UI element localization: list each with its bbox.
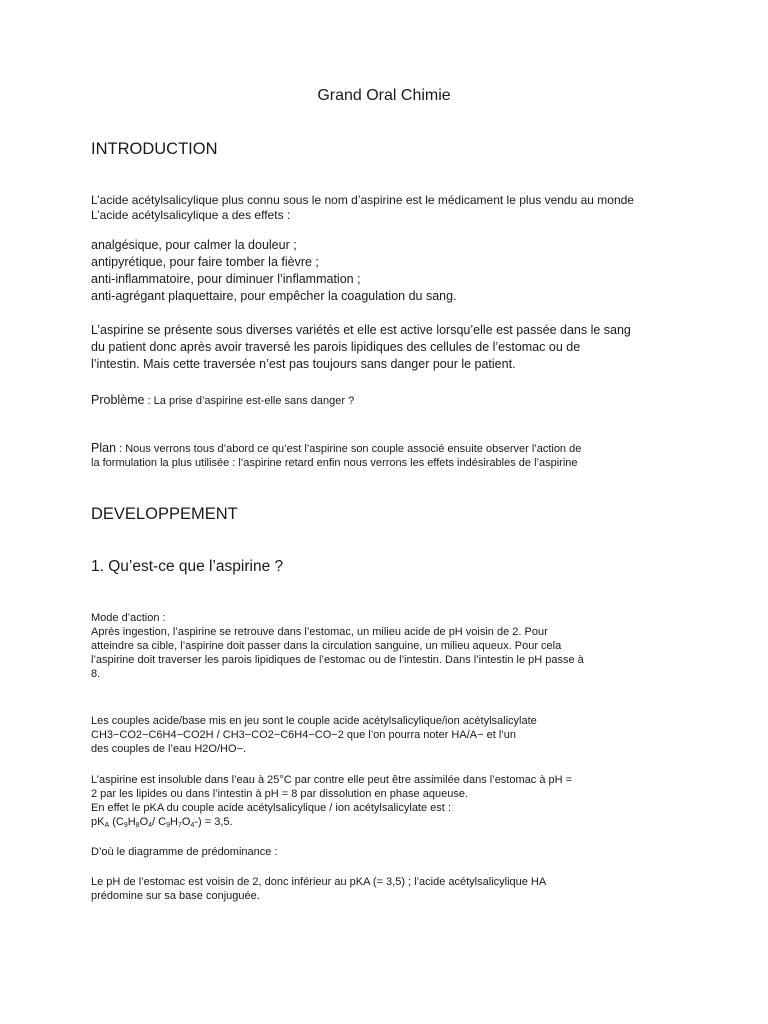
section-1-heading: 1. Qu’est-ce que l’aspirine ? <box>91 558 284 575</box>
intro-line: L’acide acétylsalicylique a des effets : <box>91 208 291 222</box>
conclusion-paragraph <box>91 875 546 903</box>
effects-list <box>91 237 457 305</box>
solubilite-paragraph <box>91 773 572 833</box>
mode-action-line: l’aspirine doit traverser les parois lipidiques de l’estomac ou de l’intestin. Dans l’intestin le pH passe à <box>91 654 584 666</box>
intro-paragraph-2 <box>91 322 631 373</box>
effect-item: anti-agrégant plaquettaire, pour empêcher la coagulation du sang. <box>91 289 457 303</box>
probleme-label: Problème <box>91 393 145 407</box>
solubilite-line: En effet le pKA du couple acide acétylsalicylique / ion acétylsalicylate est : <box>91 802 451 814</box>
developpement-heading: DEVELOPPEMENT <box>91 505 238 523</box>
pka-formula: $pK_A$ ($C_9H_8O_4/$ $C_9H_7O_4-) = 3,5$. <box>91 816 233 829</box>
probleme-statement <box>91 391 354 409</box>
couples-line: des couples de l’eau H2O/HO−. <box>91 743 247 755</box>
plan-text: la formulation la plus utilisée : l’aspirine retard enfin nous verrons les effets indésirables de l’aspirine <box>91 457 578 469</box>
plan-text: : Nous verrons tous d’abord ce qu’est l’aspirine son couple associé ensuite observer l’action de <box>116 443 582 455</box>
mode-action-line: 8. <box>91 668 101 680</box>
effect-item: antipyrétique, pour faire tomber la fièvre ; <box>91 255 319 269</box>
diagramme-intro: D’où le diagramme de prédominance : <box>91 846 278 858</box>
effect-item: anti-inflammatoire, pour diminuer l’inflammation ; <box>91 272 361 286</box>
conclusion-line: Le pH de l’estomac est voisin de 2, donc inférieur au pKA (= 3,5) ; l’acide acétylsalicylique HA <box>91 876 547 888</box>
introduction-heading: INTRODUCTION <box>91 140 218 158</box>
plan-statement <box>91 441 581 470</box>
couples-line: CH3−CO2−C6H4−CO2H / CH3−CO2−C6H4−CO−2 que l’on pourra noter HA/A− et l’un <box>91 729 516 741</box>
intro-paragraph-1 <box>91 193 634 223</box>
couples-line: Les couples acide/base mis en jeu sont le couple acide acétylsalicylique/ion acétylsalicylate <box>91 715 537 727</box>
mode-action-line: Mode d’action : <box>91 612 166 624</box>
solubilite-line: L’aspirine est insoluble dans l’eau à 25°C par contre elle peut être assimilée dans l’estomac à pH = <box>91 774 573 786</box>
intro-line: L’acide acétylsalicylique plus connu sous le nom d’aspirine est le médicament le plus vendu au monde <box>91 193 634 207</box>
solubilite-line: 2 par les lipides ou dans l’intestin à pH = 8 par dissolution en phase aqueuse. <box>91 788 468 800</box>
probleme-text: : La prise d’aspirine est-elle sans danger ? <box>144 395 355 407</box>
intro-line: L’aspirine se présente sous diverses variétés et elle est active lorsqu’elle est passée dans le sang <box>91 323 631 337</box>
intro-line: l’intestin. Mais cette traversée n’est pas toujours sans danger pour le patient. <box>91 357 516 371</box>
plan-label: Plan <box>91 441 117 455</box>
effect-item: analgésique, pour calmer la douleur ; <box>91 238 297 252</box>
intro-line: du patient donc après avoir traversé les parois lipidiques des cellules de l’estomac ou de <box>91 340 581 354</box>
conclusion-line: prédomine sur sa base conjuguée. <box>91 890 260 902</box>
mode-action-paragraph <box>91 611 584 681</box>
mode-action-line: Après ingestion, l’aspirine se retrouve dans l’estomac, un milieu acide de pH voisin de 2. Pour <box>91 626 548 638</box>
document-title: Grand Oral Chimie <box>317 87 451 104</box>
couples-paragraph <box>91 714 537 756</box>
mode-action-line: atteindre sa cible, l’aspirine doit passer dans la circulation sanguine, un milieu aqueux. Pour cela <box>91 640 562 652</box>
